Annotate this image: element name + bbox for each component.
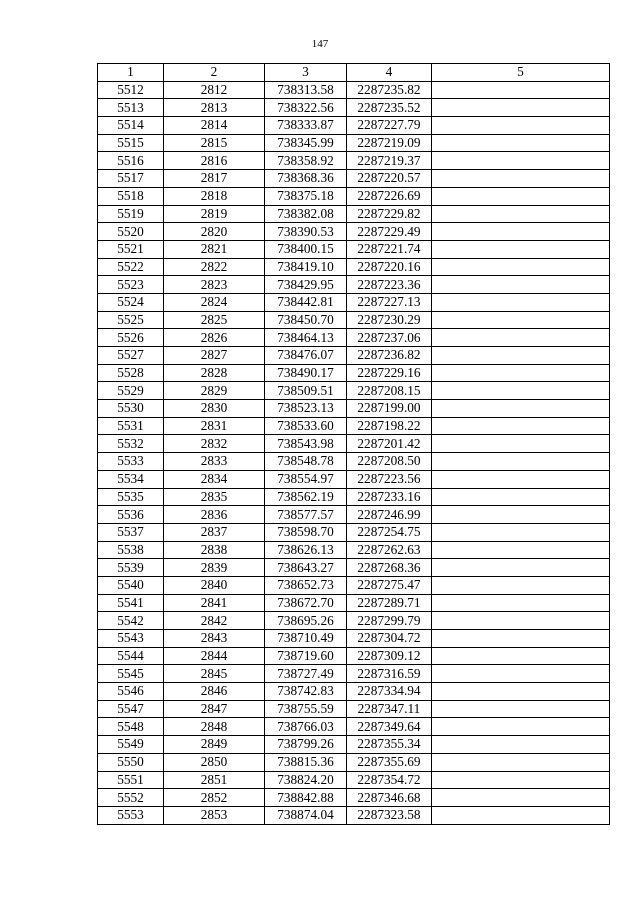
table-cell [432, 736, 610, 754]
table-cell: 738543.98 [265, 435, 347, 453]
table-cell: 2841 [164, 594, 265, 612]
table-row [98, 311, 610, 329]
table-cell: 2287355.34 [347, 736, 432, 754]
table-cell: 2843 [164, 630, 265, 648]
table-cell: 5522 [98, 258, 164, 276]
table-cell: 738419.10 [265, 258, 347, 276]
table-cell [432, 382, 610, 400]
table-row [98, 364, 610, 382]
table-cell [432, 806, 610, 824]
table-cell: 738710.49 [265, 630, 347, 648]
table-cell [432, 205, 610, 223]
table-cell: 2848 [164, 718, 265, 736]
table-cell: 2845 [164, 665, 265, 683]
table-cell: 2287230.29 [347, 311, 432, 329]
table-row [98, 205, 610, 223]
table-cell: 5530 [98, 400, 164, 418]
table-cell: 738442.81 [265, 293, 347, 311]
table-cell: 5517 [98, 170, 164, 188]
table-cell: 738695.26 [265, 612, 347, 630]
table-cell: 738533.60 [265, 417, 347, 435]
table-cell: 738476.07 [265, 347, 347, 365]
table-cell: 738333.87 [265, 117, 347, 135]
table-cell: 2287199.00 [347, 400, 432, 418]
table-cell: 5526 [98, 329, 164, 347]
table-cell: 738727.49 [265, 665, 347, 683]
table-row [98, 435, 610, 453]
table-row [98, 99, 610, 117]
table-cell [432, 612, 610, 630]
table-cell: 5521 [98, 240, 164, 258]
table-cell [432, 240, 610, 258]
table-cell: 5538 [98, 541, 164, 559]
table-row [98, 276, 610, 294]
table-cell: 5514 [98, 117, 164, 135]
column-header: 3 [265, 64, 347, 82]
table-cell: 738755.59 [265, 700, 347, 718]
table-cell: 738598.70 [265, 523, 347, 541]
table-cell: 5540 [98, 576, 164, 594]
table-cell: 738824.20 [265, 771, 347, 789]
table-cell [432, 541, 610, 559]
table-cell: 5533 [98, 453, 164, 471]
table-cell: 738766.03 [265, 718, 347, 736]
table-cell: 5552 [98, 789, 164, 807]
table-cell: 2829 [164, 382, 265, 400]
table-cell: 5516 [98, 152, 164, 170]
table-cell: 5543 [98, 630, 164, 648]
table-cell: 2837 [164, 523, 265, 541]
table-cell: 2832 [164, 435, 265, 453]
table-cell: 2287246.99 [347, 506, 432, 524]
table-row [98, 630, 610, 648]
table-cell: 2840 [164, 576, 265, 594]
table-cell: 2847 [164, 700, 265, 718]
table-cell: 2287309.12 [347, 647, 432, 665]
table-cell: 2287347.11 [347, 700, 432, 718]
table-cell: 2287229.16 [347, 364, 432, 382]
table-cell: 2825 [164, 311, 265, 329]
table-cell: 2287355.69 [347, 753, 432, 771]
table-cell: 738400.15 [265, 240, 347, 258]
table-cell: 2828 [164, 364, 265, 382]
table-cell [432, 771, 610, 789]
table-cell: 2815 [164, 134, 265, 152]
table-cell: 738345.99 [265, 134, 347, 152]
table-cell [432, 293, 610, 311]
table-cell: 2287201.42 [347, 435, 432, 453]
table-cell: 2816 [164, 152, 265, 170]
table-cell: 2846 [164, 683, 265, 701]
table-cell: 2287223.56 [347, 470, 432, 488]
table-cell: 2287208.50 [347, 453, 432, 471]
table-cell [432, 99, 610, 117]
table-cell: 5548 [98, 718, 164, 736]
table-cell [432, 559, 610, 577]
table-row [98, 400, 610, 418]
table-row [98, 700, 610, 718]
table-cell [432, 364, 610, 382]
table-cell: 2287235.52 [347, 99, 432, 117]
table-cell: 2813 [164, 99, 265, 117]
table-row [98, 417, 610, 435]
table-cell: 738874.04 [265, 806, 347, 824]
table-cell: 5512 [98, 81, 164, 99]
table-cell: 5536 [98, 506, 164, 524]
table-cell: 738815.36 [265, 753, 347, 771]
table-cell [432, 435, 610, 453]
table-cell: 5528 [98, 364, 164, 382]
table-cell: 738375.18 [265, 187, 347, 205]
table-cell: 2287316.59 [347, 665, 432, 683]
table-cell: 5534 [98, 470, 164, 488]
table-cell [432, 223, 610, 241]
table-cell: 2287227.13 [347, 293, 432, 311]
table-cell [432, 789, 610, 807]
table-cell: 5532 [98, 435, 164, 453]
table-cell: 2287221.74 [347, 240, 432, 258]
table-cell [432, 700, 610, 718]
table-cell: 738742.83 [265, 683, 347, 701]
table-row [98, 347, 610, 365]
table-cell [432, 506, 610, 524]
table-cell: 738523.13 [265, 400, 347, 418]
table-row [98, 453, 610, 471]
table-header-row [98, 64, 610, 82]
table-cell: 2287229.82 [347, 205, 432, 223]
table-cell [432, 329, 610, 347]
table-cell [432, 311, 610, 329]
table-cell: 2850 [164, 753, 265, 771]
table-cell: 738464.13 [265, 329, 347, 347]
table-body [98, 81, 610, 824]
table-cell [432, 187, 610, 205]
coordinates-table [97, 63, 610, 825]
table-cell: 738313.58 [265, 81, 347, 99]
table-cell: 5553 [98, 806, 164, 824]
table-cell: 738358.92 [265, 152, 347, 170]
table-cell: 738577.57 [265, 506, 347, 524]
table-cell: 2287219.37 [347, 152, 432, 170]
table-cell: 2287275.47 [347, 576, 432, 594]
table-cell [432, 117, 610, 135]
table-cell [432, 647, 610, 665]
table-row [98, 258, 610, 276]
table-cell: 738643.27 [265, 559, 347, 577]
table-cell: 5518 [98, 187, 164, 205]
table-row [98, 541, 610, 559]
table-cell: 738842.88 [265, 789, 347, 807]
table-cell: 5547 [98, 700, 164, 718]
table-cell: 2812 [164, 81, 265, 99]
table-cell: 5523 [98, 276, 164, 294]
table-cell [432, 683, 610, 701]
table-cell: 2814 [164, 117, 265, 135]
table-cell: 5531 [98, 417, 164, 435]
table-cell: 2287226.69 [347, 187, 432, 205]
table-cell: 2817 [164, 170, 265, 188]
table-cell: 738626.13 [265, 541, 347, 559]
table-cell [432, 453, 610, 471]
table-cell: 5545 [98, 665, 164, 683]
table-cell: 2287237.06 [347, 329, 432, 347]
table-cell: 738562.19 [265, 488, 347, 506]
table-row [98, 771, 610, 789]
table-cell: 2844 [164, 647, 265, 665]
table-cell: 5524 [98, 293, 164, 311]
table-cell: 2287198.22 [347, 417, 432, 435]
table-cell [432, 276, 610, 294]
table-cell [432, 718, 610, 736]
table-cell: 2831 [164, 417, 265, 435]
table-cell: 738554.97 [265, 470, 347, 488]
table-cell [432, 753, 610, 771]
table-cell: 2287334.94 [347, 683, 432, 701]
table-cell [432, 665, 610, 683]
table-row [98, 718, 610, 736]
table-cell: 2287233.16 [347, 488, 432, 506]
table-row [98, 506, 610, 524]
table-cell: 2827 [164, 347, 265, 365]
table-cell [432, 134, 610, 152]
table-cell [432, 630, 610, 648]
table-cell: 2287229.49 [347, 223, 432, 241]
page-number: 147 [311, 38, 329, 50]
table-cell: 2834 [164, 470, 265, 488]
table-row [98, 81, 610, 99]
table-cell: 2826 [164, 329, 265, 347]
table-cell [432, 417, 610, 435]
table-cell: 2287323.58 [347, 806, 432, 824]
table-cell: 5542 [98, 612, 164, 630]
table-cell: 2287208.15 [347, 382, 432, 400]
table-cell: 2287262.63 [347, 541, 432, 559]
column-header: 1 [98, 64, 164, 82]
table-cell: 5520 [98, 223, 164, 241]
table-cell: 738719.60 [265, 647, 347, 665]
table-row [98, 612, 610, 630]
table-row [98, 329, 610, 347]
table-cell: 2851 [164, 771, 265, 789]
table-row [98, 152, 610, 170]
table-cell: 2287220.16 [347, 258, 432, 276]
table-cell: 2287354.72 [347, 771, 432, 789]
table-cell [432, 594, 610, 612]
table-cell: 5539 [98, 559, 164, 577]
table-row [98, 187, 610, 205]
table-cell [432, 347, 610, 365]
table-row [98, 559, 610, 577]
table-cell: 5529 [98, 382, 164, 400]
table-cell: 2836 [164, 506, 265, 524]
table-cell: 738390.53 [265, 223, 347, 241]
table-cell: 2819 [164, 205, 265, 223]
table-cell: 2853 [164, 806, 265, 824]
table-cell: 738509.51 [265, 382, 347, 400]
table-cell: 738450.70 [265, 311, 347, 329]
table-cell: 2824 [164, 293, 265, 311]
table-row [98, 470, 610, 488]
table-row [98, 594, 610, 612]
table-cell: 5513 [98, 99, 164, 117]
table-cell [432, 523, 610, 541]
table-cell [432, 81, 610, 99]
table-cell: 2287220.57 [347, 170, 432, 188]
table-cell: 738382.08 [265, 205, 347, 223]
table-cell: 738322.56 [265, 99, 347, 117]
table-cell: 2822 [164, 258, 265, 276]
table-cell: 2287304.72 [347, 630, 432, 648]
table-cell: 5537 [98, 523, 164, 541]
table-cell: 738429.95 [265, 276, 347, 294]
table-cell: 2287236.82 [347, 347, 432, 365]
table-cell [432, 152, 610, 170]
table-row [98, 293, 610, 311]
table-cell: 5549 [98, 736, 164, 754]
table-row [98, 683, 610, 701]
table-cell: 2287223.36 [347, 276, 432, 294]
table-cell: 2820 [164, 223, 265, 241]
table-cell: 2818 [164, 187, 265, 205]
table-cell: 2287299.79 [347, 612, 432, 630]
table-row [98, 647, 610, 665]
table-row [98, 736, 610, 754]
table-cell: 2821 [164, 240, 265, 258]
table-cell: 5544 [98, 647, 164, 665]
table-cell: 2852 [164, 789, 265, 807]
column-header: 4 [347, 64, 432, 82]
table-cell: 5541 [98, 594, 164, 612]
table-cell: 2287235.82 [347, 81, 432, 99]
table-cell: 2839 [164, 559, 265, 577]
table-cell: 2835 [164, 488, 265, 506]
table-cell: 2287346.68 [347, 789, 432, 807]
table-cell: 738672.70 [265, 594, 347, 612]
table-cell [432, 576, 610, 594]
table-row [98, 117, 610, 135]
table-cell: 2849 [164, 736, 265, 754]
table-cell: 738490.17 [265, 364, 347, 382]
table-cell: 2287289.71 [347, 594, 432, 612]
table-cell: 2833 [164, 453, 265, 471]
table-row [98, 523, 610, 541]
table-cell: 2842 [164, 612, 265, 630]
table-cell: 5527 [98, 347, 164, 365]
table-cell [432, 170, 610, 188]
table-row [98, 170, 610, 188]
table-cell [432, 400, 610, 418]
table-cell: 2838 [164, 541, 265, 559]
table-row [98, 789, 610, 807]
table-row [98, 753, 610, 771]
table-row [98, 665, 610, 683]
table-cell: 5519 [98, 205, 164, 223]
table-cell [432, 258, 610, 276]
table-cell: 2287219.09 [347, 134, 432, 152]
table-cell: 738368.36 [265, 170, 347, 188]
table-cell: 2287349.64 [347, 718, 432, 736]
table-cell: 738799.26 [265, 736, 347, 754]
table-row [98, 488, 610, 506]
table-row [98, 382, 610, 400]
table-row [98, 806, 610, 824]
table-row [98, 223, 610, 241]
table-cell: 5515 [98, 134, 164, 152]
column-header: 5 [432, 64, 610, 82]
table-cell: 2830 [164, 400, 265, 418]
table-cell: 2823 [164, 276, 265, 294]
table-cell [432, 470, 610, 488]
table-row [98, 576, 610, 594]
table-row [98, 134, 610, 152]
table-row [98, 240, 610, 258]
table-cell: 2287254.75 [347, 523, 432, 541]
table-cell: 5550 [98, 753, 164, 771]
table-cell: 5546 [98, 683, 164, 701]
table-cell: 2287227.79 [347, 117, 432, 135]
table-cell: 5535 [98, 488, 164, 506]
column-header: 2 [164, 64, 265, 82]
table-cell: 5525 [98, 311, 164, 329]
table-cell: 738652.73 [265, 576, 347, 594]
table-cell [432, 488, 610, 506]
table-cell: 5551 [98, 771, 164, 789]
table-cell: 738548.78 [265, 453, 347, 471]
table-cell: 2287268.36 [347, 559, 432, 577]
